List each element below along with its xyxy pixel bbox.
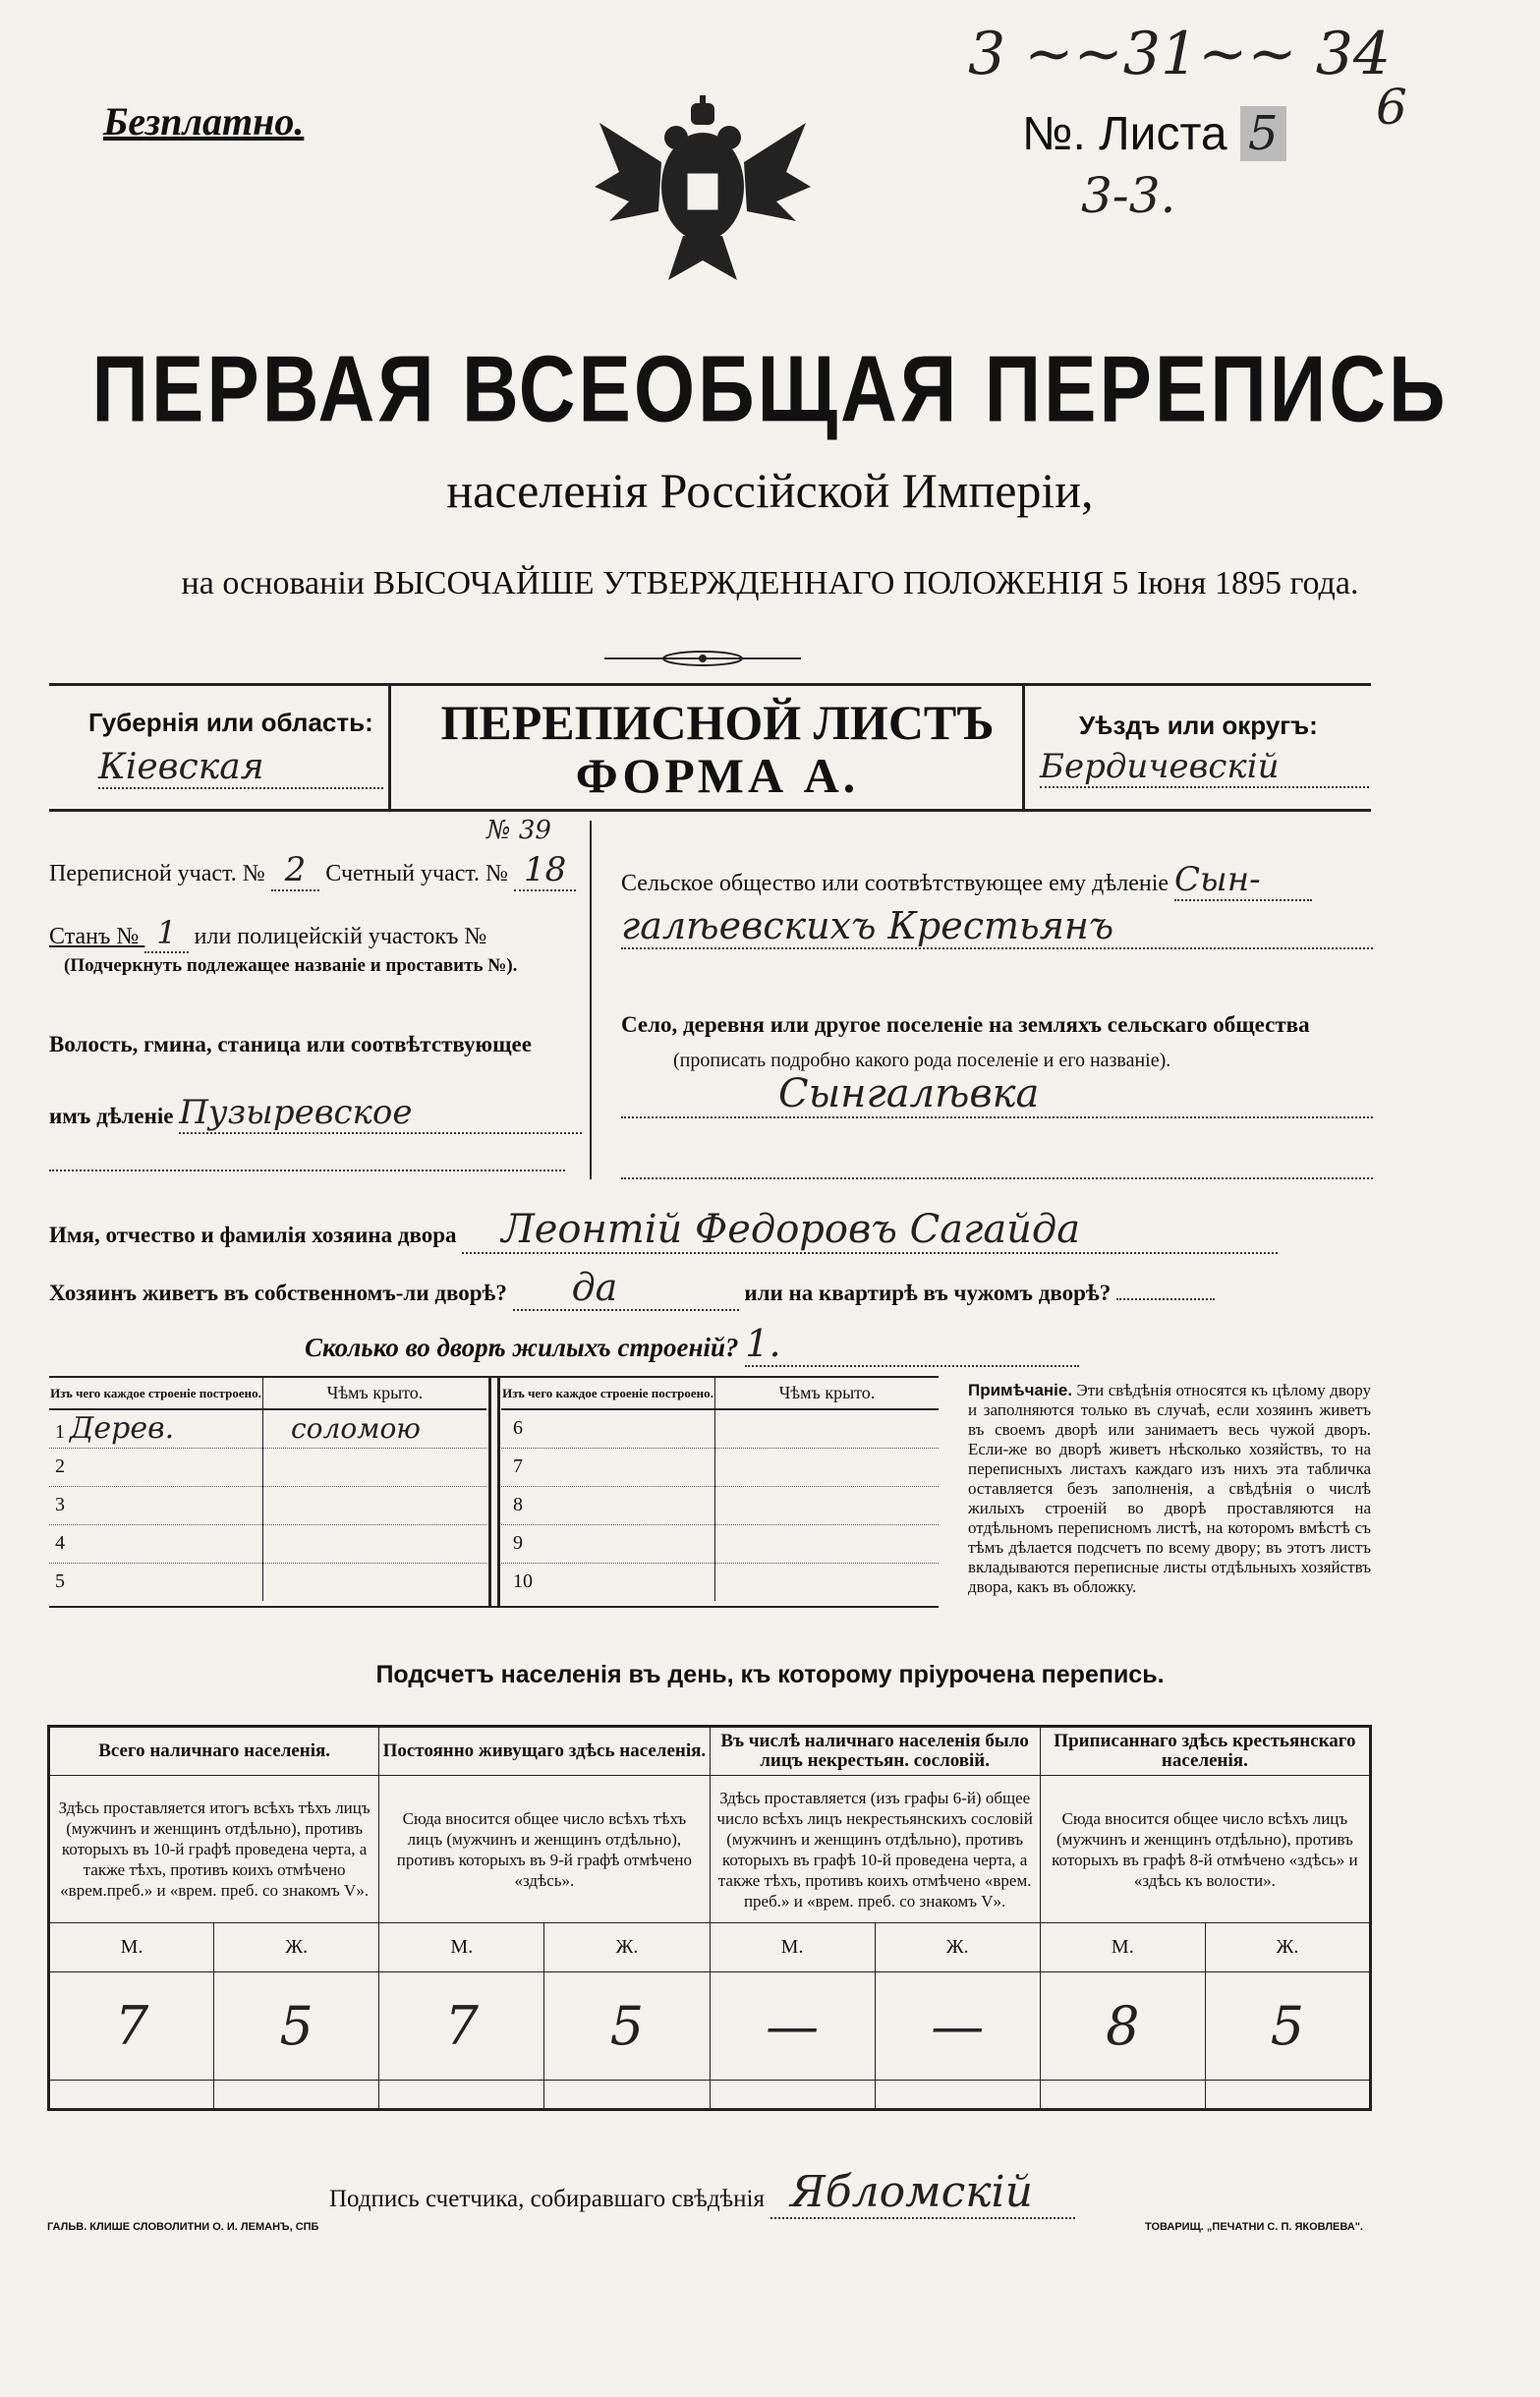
non-peasant-f-value: — [875,1972,1040,2081]
volost-label: Волость, гмина, станица или соотвѣтствующее [49,1032,532,1056]
village-value: Сынгалѣвка [621,1071,1373,1118]
district-value: Бердичевскій [1040,747,1369,788]
summary-head-4: Приписаннаго здѣсь крестьянскаго населенія. [1040,1727,1370,1776]
legal-basis: на основаніи ВЫСОЧАЙШЕ УТВЕРЖДЕННАГО ПОЛОЖЕНІЯ 5 Іюня 1895 года. [181,565,1359,601]
summary-head-3: Въ числѣ наличнаго населенія было лицъ некрестьян. сословій. [710,1727,1040,1776]
handwritten-corner-number: 6 [1376,79,1407,136]
table-row: 7 [501,1448,939,1486]
footer-right: ТОВАРИЩ. „ПЕЧАТНИ С. П. ЯКОВЛЕВА". [1145,2221,1363,2233]
census-area-label: Переписной участ. № [49,861,265,886]
owner-lives-value: да [513,1266,739,1311]
buildings-table [49,1376,939,1608]
fields-divider [590,821,592,1179]
table-row: 10 [501,1563,939,1601]
f-label: Ж. [875,1923,1040,1972]
col-material-header: Изъ чего каждое строеніе построено. [49,1378,263,1409]
stan-rest: или полицейскій участокъ № [194,924,487,949]
col-material-header-2: Изъ чего каждое строеніе построено. [501,1378,715,1409]
form-header-box [49,683,1371,812]
handwritten-sub-number: 3-3. [1081,167,1176,224]
sheet-number [1022,106,1286,161]
form-title: ПЕРЕПИСНОЙ ЛИСТЪ [440,695,995,750]
sheet-number-value: 5 [1240,106,1286,161]
province-label: Губернія или область: [88,708,373,737]
permanent-f-value: 5 [544,1972,710,2081]
non-peasant-m-value: — [710,1972,875,2081]
summary-desc-1: Здѣсь проставляется итогъ всѣхъ тѣхъ лицъ (мужчинъ и женщинъ отдѣльно), противъ которыхъ въ 10-й графѣ проведена черта, а также тѣхъ, противъ коихъ отмѣчено «врем.преб.» и «врем. преб. со знакомъ V». [49,1776,379,1923]
stan-label: Станъ № [49,924,145,949]
owner-name-field [49,1207,1278,1254]
ornament-divider [604,649,801,668]
village-label: Село, деревня или другое поселеніе на земляхъ сельскаго общества [621,1012,1310,1037]
society-value-2: галѣевскихъ Крестьянъ [621,904,1373,949]
volost-value: Пузыревское [179,1093,582,1134]
m-label: М. [710,1923,875,1972]
buildings-count-field [305,1322,1079,1367]
signature-label: Подпись счетчика, собиравшаго свѣдѣнія [329,2186,765,2212]
page-title: ПЕРВАЯ ВСЕОБЩАЯ ПЕРЕПИСЬ [91,336,1449,441]
col-roof-header-2: Чѣмъ крыто. [778,1383,876,1402]
signature-value: Ябломскій [770,2167,1075,2219]
volost-field [49,1093,582,1134]
volost-label-2: имъ дѣленіе [49,1104,174,1128]
footer-left: ГАЛЬВ. КЛИШЕ СЛОВОЛИТНИ О. И. ЛЕМАНЪ, СПБ [47,2221,319,2233]
society-field [621,860,1312,901]
total-m-value: 7 [49,1972,214,2081]
census-area-value: 2 [271,850,320,891]
society-value-1: Сын- [1174,860,1312,901]
count-area-label: Счетный участ. № [325,861,508,886]
col-roof-header: Чѣмъ крыто. [326,1383,424,1402]
note-text: Эти свѣдѣнія относятся къ цѣлому двору и заполняются только въ случаѣ, если хозяинъ живетъ въ своемъ дворѣ или занимаетъ весь чужой дворъ. Если-же во дворѣ живетъ нѣсколько хозяйствъ, то на переписныхъ листахъ каждаго изъ нихъ эта табличка оставляется безъ заполненія, а свѣдѣнія о числѣ жилыхъ строеній во дворѣ проставляются на отдѣльномъ переписномъ листѣ, на которомъ вмѣстѣ съ тѣмъ дѣлается подсчетъ по всему двору; въ этотъ листъ вкладываются переписные листы отдѣльныхъ хозяйствъ двора, какъ въ обложку. [968,1381,1371,1596]
page-subtitle: населенія Россійской Имперіи, [446,463,1094,518]
coat-of-arms-icon [590,93,816,300]
table-row: 9 [501,1524,939,1563]
registered-m-value: 8 [1040,1972,1205,2081]
stan-note: (Подчеркнуть подлежащее названіе и проставить №). [64,955,518,976]
village-extra-line [621,1177,1373,1179]
summary-desc-3: Здѣсь проставляется (изъ графы 6-й) общее число всѣхъ лицъ некрестьянскихъ сословій (мужчинъ и женщинъ отдѣльно), противъ которыхъ въ графѣ 10-й проведена черта, а также тѣхъ, противъ коихъ отмѣчено «врем. преб.» и «врем. преб. со знакомъ V». [710,1776,1040,1923]
table-row: 4 [49,1524,486,1563]
table-row: 5 [49,1563,486,1601]
free-label: Безплатно. [103,99,305,143]
signature-field [329,2167,1075,2219]
table-row: 6 [501,1409,939,1448]
f-label: Ж. [1205,1923,1370,1972]
owner-name-label: Имя, отчество и фамилія хозяина двора [49,1223,457,1247]
m-label: М. [49,1923,214,1972]
stan-field [49,914,486,951]
permanent-m-value: 7 [379,1972,544,2081]
form-subtitle: ФОРМА А. [575,748,860,803]
district-label: Уѣздъ или округъ: [1079,711,1318,740]
f-label: Ж. [544,1923,710,1972]
f-label: Ж. [214,1923,379,1972]
owner-name-value: Леонтій Федоровъ Сагайда [462,1207,1278,1254]
registered-f-value: 5 [1205,1972,1370,2081]
m-label: М. [1040,1923,1205,1972]
table-row: 3 [49,1486,486,1524]
volost-extra-line [49,1170,565,1171]
note-title: Примѣчаніе. [968,1381,1073,1399]
stan-value: 1 [144,914,188,953]
summary-desc-4: Сюда вносится общее число всѣхъ лицъ (мужчинъ и женщинъ отдѣльно), противъ которыхъ въ графѣ 8-й отмѣчено «здѣсь» и «здѣсь къ волости». [1040,1776,1370,1923]
owner-lives-label: Хозяинъ живетъ въ собственномъ-ли дворѣ? [49,1281,507,1305]
sheet-number-label: №. Листа [1022,108,1227,160]
province-value: Кіевская [98,747,383,789]
buildings-count-label: Сколько во дворѣ жилыхъ строеній? [305,1333,739,1362]
handwritten-archive-number: 3 ~~31~~ 34 [968,20,1392,88]
summary-title: Подсчетъ населенія въ день, къ которому пріурочена перепись. [375,1661,1165,1688]
count-area-value: 18 [514,850,576,891]
table-row: 1 Дерев. соломою [49,1409,486,1448]
table-row: 2 [49,1448,486,1486]
count-area-note: № 39 [486,816,551,845]
summary-head-2: Постоянно живущаго здѣсь населенія. [379,1727,710,1776]
total-f-value: 5 [214,1972,379,2081]
village-note: (прописать подробно какого рода поселеніе и его названіе). [673,1050,1171,1071]
m-label: М. [379,1923,544,1972]
summary-table [47,1725,1372,2111]
society-label: Сельское общество или соотвѣтствующее ему дѣленіе [621,871,1169,896]
summary-desc-2: Сюда вносится общее число всѣхъ тѣхъ лицъ (мужчинъ и женщинъ отдѣльно), противъ которыхъ въ 9-й графѣ отмѣчено «здѣсь». [379,1776,710,1923]
buildings-count-value: 1. [745,1322,1079,1367]
note-block [968,1381,1371,1597]
summary-head-1: Всего наличнаго населенія. [49,1727,379,1776]
owner-lives-field [49,1266,1215,1311]
owner-lives-rest: или на квартирѣ въ чужомъ дворѣ? [744,1281,1112,1305]
table-row: 8 [501,1486,939,1524]
census-area-field [49,850,576,889]
